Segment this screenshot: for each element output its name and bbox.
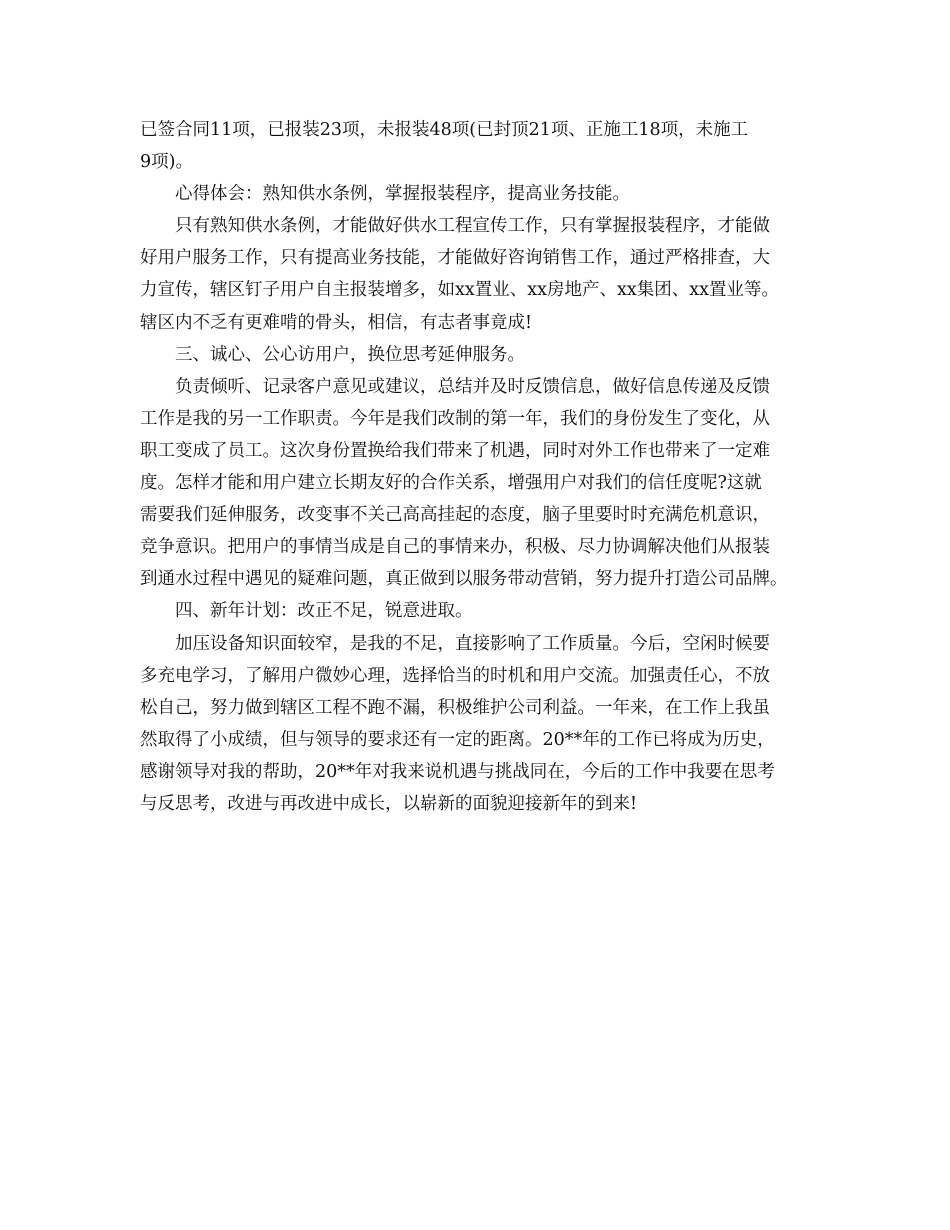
text-line: 竞争意识。把用户的事情当成是自己的事情来办，积极、尽力协调解决他们从报装 [140,537,770,558]
text-line: 工作是我的另一工作职责。今年是我们改制的第一年，我们的身份发生了变化，从 [140,408,770,429]
text-line: 9项)。 [140,152,193,173]
text-line: 与反思考，改进与再改进中成长，以崭新的面貌迎接新年的到来! [140,793,638,814]
document-body [140,114,822,820]
section-heading: 四、新年计划：改正不足，锐意进取。 [175,601,473,622]
text-line: 感谢领导对我的帮助，20**年对我来说机遇与挑战同在，今后的工作中我要在思考 [140,761,775,782]
section-heading: 三、诚心、公心访用户，换位思考延伸服务。 [175,344,525,365]
text-line: 加压设备知识面较窄，是我的不足，直接影响了工作质量。今后，空闲时候要 [175,633,770,654]
text-line: 需要我们延伸服务，改变事不关己高高挂起的态度，脑子里要时时充满危机意识， [140,505,770,526]
text-line: 松自己，努力做到辖区工程不跑不漏，积极维护公司利益。一年来，在工作上我虽 [140,697,770,718]
text-line: 辖区内不乏有更难啃的骨头，相信，有志者事竟成! [140,312,533,333]
text-line: 负责倾听、记录客户意见或建议，总结并及时反馈信息，做好信息传递及反馈 [175,376,770,397]
text-line: 到通水过程中遇见的疑难问题，真正做到以服务带动营销，努力提升打造公司品牌。 [140,569,788,590]
text-line: 力宣传，辖区钉子用户自主报装增多，如xx置业、xx房地产、xx集团、xx置业等。 [140,280,779,301]
text-line: 好用户服务工作，只有提高业务技能，才能做好咨询销售工作，通过严格排查，大 [140,248,770,269]
text-line: 只有熟知供水条例，才能做好供水工程宣传工作，只有掌握报装程序，才能做 [175,216,770,237]
paragraph-heading: 心得体会：熟知供水条例，掌握报装程序，提高业务技能。 [175,184,630,205]
text-line: 多充电学习，了解用户微妙心理，选择恰当的时机和用户交流。加强责任心，不放 [140,665,770,686]
text-line: 度。怎样才能和用户建立长期友好的合作关系，增强用户对我们的信任度呢?这就 [140,473,762,494]
text-line: 职工变成了员工。这次身份置换给我们带来了机遇，同时对外工作也带来了一定难 [140,440,770,461]
text-line: 然取得了小成绩，但与领导的要求还有一定的距离。20**年的工作已将成为历史， [140,729,775,750]
text-line: 已签合同11项，已报装23项，未报装48项(已封顶21项、正施工18项，未施工 [140,120,749,140]
